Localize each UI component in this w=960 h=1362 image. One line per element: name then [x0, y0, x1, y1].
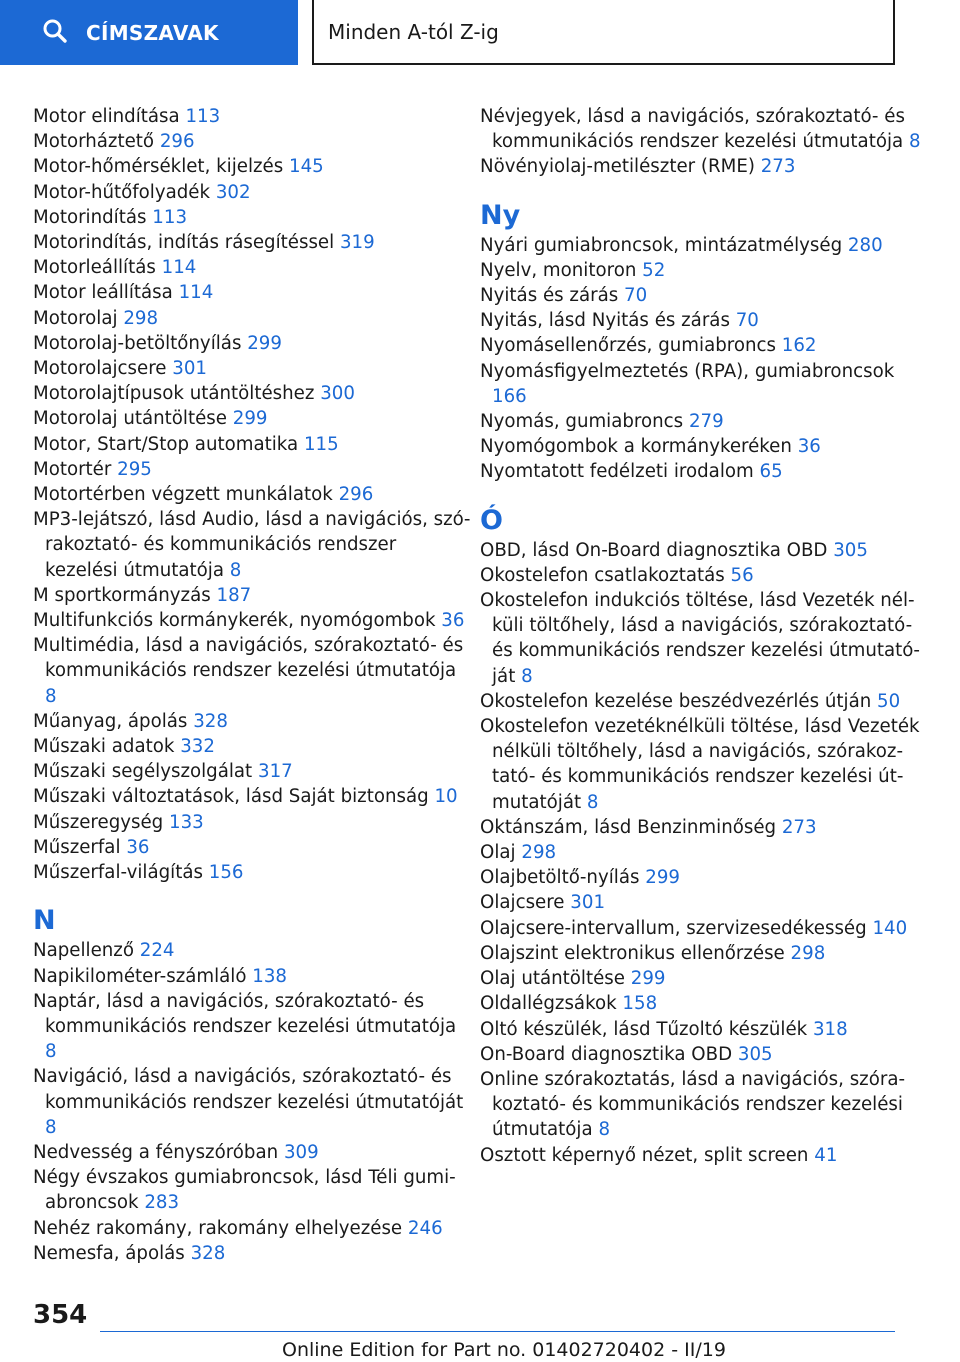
- index-entry-text: Műszaki adatok: [33, 736, 175, 758]
- index-entry-text: Nyári gumiabroncsok, mintázatmélység: [480, 234, 843, 256]
- page-link[interactable]: 113: [152, 206, 188, 228]
- index-entry: [480, 991, 925, 1016]
- index-entry-text: Motorháztető: [33, 131, 155, 153]
- index-entry-text: Motor-hűtőfolyadék: [33, 181, 211, 203]
- index-entry-text: Online szórakoztatás, lásd a navigációs, szórakoztató- és kommunikációs rendszer kezelési útmutatója: [480, 1068, 906, 1141]
- index-entry-text: Motor elindítása: [33, 106, 180, 127]
- index-entry: [33, 129, 473, 154]
- index-entry-text: Motorolaj-betöltőnyílás: [33, 332, 242, 354]
- index-entry-text: Névjegyek, lásd a navigációs, szórakoztató- és kommunikációs rendszer kezelési útmutatója: [480, 106, 905, 153]
- index-entry-text: Nedvesség a fényszóróban: [33, 1141, 279, 1163]
- index-entry-text: Olajbetöltő-nyílás: [480, 867, 640, 889]
- page-link[interactable]: 8: [521, 665, 533, 687]
- page-link[interactable]: 332: [180, 736, 215, 758]
- index-entry-text: Nemesfa, ápolás: [33, 1242, 185, 1264]
- index-entry: [480, 916, 925, 941]
- index-entry: [33, 784, 473, 809]
- index-entry: [33, 280, 473, 305]
- edition-text: Online Edition for Part no. 01402720402 - II/19: [282, 1339, 726, 1361]
- index-entry: [33, 938, 473, 963]
- index-entry-text: Multimédia, lásd a navigációs, szórakoztató- és kommunikációs rendszer kezelési útmutatója: [33, 635, 464, 682]
- page-link[interactable]: 295: [117, 458, 152, 480]
- index-entry-text: Okostelefon vezetéknélküli töltése, lásd Vezeték nélküli töltőhely, lásd a navigációs, szórakoztató- és kommunikációs rendszer kezelési útmutatóját: [480, 716, 920, 813]
- page-link[interactable]: 8: [908, 131, 921, 153]
- page-link[interactable]: 246: [407, 1217, 443, 1239]
- page-link[interactable]: 36: [797, 436, 821, 458]
- page-link[interactable]: 305: [833, 539, 868, 561]
- page-link[interactable]: 166: [492, 385, 527, 407]
- index-entry-text: Osztott képernyő nézet, split screen: [480, 1144, 809, 1166]
- page-link[interactable]: 299: [232, 408, 268, 430]
- index-entry-text: Nyelv, monitoron: [480, 259, 637, 281]
- index-entry: [480, 941, 925, 966]
- page-link[interactable]: 156: [208, 862, 244, 884]
- page-link[interactable]: 299: [645, 867, 680, 889]
- index-entry: [480, 104, 925, 154]
- index-entry-text: Motorindítás, indítás rásegítéssel: [33, 232, 335, 254]
- tab-minden-a-z-label: Minden A-tól Z-ig: [328, 19, 499, 44]
- index-entry-text: Motorolajtípusok utántöltéshez: [33, 383, 315, 405]
- index-entry: [33, 835, 473, 860]
- index-entry-text: Nyomás, gumiabroncs: [480, 411, 684, 433]
- page-link[interactable]: 36: [126, 836, 150, 858]
- index-entry: [33, 989, 473, 1065]
- index-entry: [480, 359, 925, 409]
- index-entry: [33, 964, 473, 989]
- page-link[interactable]: 113: [185, 106, 221, 127]
- index-entry-text: Olajcsere-intervallum, szervizesedékesség: [480, 917, 867, 939]
- page-link[interactable]: 133: [169, 811, 204, 833]
- index-entry-text: OBD, lásd On-Board diagnosztika OBD: [480, 539, 828, 561]
- tab-minden-a-z[interactable]: [312, 0, 895, 65]
- index-entry-text: Okostelefon indukciós töltése, lásd Vezeték nélküli töltőhely, lásd a navigációs, szórakoztató- és kommunikációs rendszer kezelési útmutatóját: [480, 590, 920, 687]
- page-link[interactable]: 10: [434, 786, 458, 808]
- index-entry: [480, 409, 925, 434]
- page-link[interactable]: 319: [339, 232, 375, 254]
- index-entry: [480, 563, 925, 588]
- page-link[interactable]: 296: [159, 131, 195, 153]
- index-entry: [33, 1165, 473, 1215]
- page-link[interactable]: 283: [144, 1192, 180, 1214]
- page-number: 354: [33, 1300, 88, 1330]
- index-entry-text: Motorindítás: [33, 206, 147, 228]
- index-entry: [33, 205, 473, 230]
- index-entry: [33, 1216, 473, 1241]
- page-link[interactable]: 8: [45, 685, 57, 707]
- index-entry-text: Műszerfal-világítás: [33, 862, 203, 884]
- page-link[interactable]: 301: [172, 358, 207, 380]
- index-entry: [33, 633, 473, 709]
- page-link[interactable]: 56: [730, 564, 754, 586]
- index-entry: [480, 840, 925, 865]
- index-entry-text: M sportkormányzás: [33, 584, 211, 606]
- index-entry-text: On-Board diagnosztika OBD: [480, 1043, 733, 1065]
- index-entry-text: Okostelefon kezelése beszédvezérlés útján: [480, 690, 872, 712]
- index-entry-text: Motorolaj utántöltése: [33, 408, 227, 430]
- index-entry-text: MP3-lejátszó, lásd Audio, lásd a navigációs, szórakoztató- és kommunikációs rendszer kezelési útmutatója: [33, 509, 471, 581]
- page-link[interactable]: 8: [229, 559, 242, 581]
- index-entry: [33, 457, 473, 482]
- index-entry: [480, 459, 925, 484]
- index-entry: [480, 538, 925, 563]
- index-entry: [480, 154, 925, 179]
- index-entry-text: Napikilométer-számláló: [33, 965, 247, 987]
- index-entry-text: Oltó készülék, lásd Tűzoltó készülék: [480, 1018, 808, 1040]
- page-link[interactable]: 162: [781, 335, 817, 357]
- page-link[interactable]: 280: [847, 234, 883, 256]
- page-link[interactable]: 317: [258, 761, 293, 783]
- index-entry-text: Motor-hőmérséklet, kijelzés: [33, 156, 284, 178]
- index-entry: [480, 233, 925, 258]
- page-link[interactable]: 273: [781, 816, 817, 838]
- page-link[interactable]: 41: [814, 1144, 838, 1166]
- index-entry-text: Nyomásfigyelmeztetés (RPA), gumiabroncsok: [480, 360, 895, 382]
- index-entry: [33, 230, 473, 255]
- index-entry-text: Motortérben végzett munkálatok: [33, 484, 333, 506]
- index-entry-text: Olaj: [480, 842, 516, 864]
- page-link[interactable]: 50: [877, 690, 901, 712]
- index-entry-text: Nyomógombok a kormánykeréken: [480, 436, 792, 458]
- page-link[interactable]: 8: [45, 1041, 57, 1063]
- index-entry: [33, 406, 473, 431]
- page-link[interactable]: 309: [283, 1141, 319, 1163]
- page-link[interactable]: 279: [688, 411, 724, 433]
- index-section-heading: N: [33, 905, 56, 937]
- page-link[interactable]: 65: [759, 461, 783, 483]
- index-entry: [480, 1143, 925, 1168]
- index-entry-text: Nyitás, lásd Nyitás és zárás: [480, 310, 730, 332]
- index-entry-text: Motorolaj: [33, 307, 118, 329]
- index-entry: [480, 308, 925, 333]
- page-link[interactable]: 296: [338, 484, 374, 506]
- page-link[interactable]: 115: [303, 433, 339, 455]
- index-entry: [480, 689, 925, 714]
- page-link[interactable]: 70: [735, 310, 759, 332]
- page-link[interactable]: 305: [737, 1043, 773, 1065]
- index-entry: [33, 810, 473, 835]
- index-entry: [480, 1017, 925, 1042]
- index-section-heading: Ó: [480, 504, 503, 536]
- page-link[interactable]: 8: [598, 1119, 611, 1141]
- page-link[interactable]: 52: [642, 259, 666, 281]
- index-entry: [33, 759, 473, 784]
- page-link[interactable]: 299: [247, 332, 282, 354]
- footer-divider: [100, 1331, 895, 1332]
- index-entry: [480, 966, 925, 991]
- page-link[interactable]: 36: [441, 610, 465, 632]
- index-entry: [33, 154, 473, 179]
- index-entry: [33, 507, 473, 583]
- index-entry-text: Nehéz rakomány, rakomány elhelyezése: [33, 1217, 403, 1239]
- index-entry-text: Műanyag, ápolás: [33, 710, 188, 732]
- page-link[interactable]: 224: [139, 940, 175, 962]
- page-link[interactable]: 187: [216, 584, 252, 606]
- index-entry-text: Motor, Start/Stop automatika: [33, 433, 299, 455]
- index-entry-text: Műszaki változtatások, lásd Saját biztonság: [33, 786, 429, 808]
- index-entry: [480, 1042, 925, 1067]
- index-entry-text: Növényiolaj-metilészter (RME): [480, 156, 755, 178]
- index-column-left: [33, 104, 473, 1266]
- index-entry: [480, 588, 925, 689]
- index-entry-text: Műszeregység: [33, 811, 164, 833]
- index-entry: [480, 815, 925, 840]
- page-link[interactable]: 114: [161, 257, 197, 279]
- page-link[interactable]: 300: [320, 383, 355, 405]
- index-entry-text: Motor leállítása: [33, 282, 173, 304]
- index-entry-text: Nyomásellenőrzés, gumiabroncs: [480, 335, 776, 357]
- index-entry: [33, 583, 473, 608]
- index-entry-text: Motorleállítás: [33, 257, 156, 279]
- page-link[interactable]: 8: [586, 791, 599, 813]
- index-entry-text: Navigáció, lásd a navigációs, szórakoztató- és kommunikációs rendszer kezelési útmutatóját: [33, 1066, 464, 1113]
- index-entry-text: Olaj utántöltése: [480, 968, 625, 990]
- page-link[interactable]: 70: [624, 285, 648, 307]
- search-icon: [42, 18, 68, 48]
- index-entry: [480, 258, 925, 283]
- index-entry: [33, 255, 473, 280]
- index-entry-text: Oktánszám, lásd Benzinminőség: [480, 816, 777, 838]
- index-entry: [33, 1241, 473, 1266]
- index-entry-text: Nyitás és zárás: [480, 285, 619, 307]
- index-entry: [33, 104, 473, 129]
- page-link[interactable]: 140: [872, 917, 908, 939]
- page-link[interactable]: 114: [178, 282, 214, 304]
- index-entry: [33, 709, 473, 734]
- page-link[interactable]: 302: [215, 181, 251, 203]
- index-entry: [33, 860, 473, 885]
- index-entry: [33, 734, 473, 759]
- page-link[interactable]: 145: [289, 156, 324, 178]
- index-entry: [33, 608, 473, 633]
- index-entry: [33, 482, 473, 507]
- tab-cimszavak-label: CÍMSZAVAK: [86, 20, 219, 45]
- index-entry-text: Műszerfal: [33, 836, 121, 858]
- index-section-heading: Ny: [480, 199, 521, 231]
- index-entry: [33, 1140, 473, 1165]
- index-entry: [33, 180, 473, 205]
- index-entry: [33, 432, 473, 457]
- index-entry: [33, 1064, 473, 1140]
- index-entry-text: Olajszint elektronikus ellenőrzése: [480, 942, 785, 964]
- index-entry: [33, 331, 473, 356]
- index-entry-text: Motortér: [33, 458, 112, 480]
- index-entry-text: Négy évszakos gumiabroncsok, lásd Téli gumiabroncsok: [33, 1167, 456, 1214]
- index-entry: [480, 434, 925, 459]
- index-entry-text: Napellenző: [33, 940, 134, 962]
- page-link[interactable]: 158: [622, 993, 658, 1015]
- index-entry-text: Olajcsere: [480, 892, 565, 914]
- index-entry-text: Oldallégzsákok: [480, 993, 617, 1015]
- page-link[interactable]: 328: [193, 710, 228, 732]
- index-entry-text: Motorolajcsere: [33, 358, 167, 380]
- index-entry-text: Naptár, lásd a navigációs, szórakoztató- és kommunikációs rendszer kezelési útmutatója: [33, 990, 457, 1037]
- index-column-right: [480, 104, 925, 1168]
- index-entry: [480, 333, 925, 358]
- index-entry: [480, 714, 925, 815]
- index-entry-text: Multifunkciós kormánykerék, nyomógombok: [33, 610, 436, 632]
- page-link[interactable]: 298: [123, 307, 159, 329]
- index-entry: [33, 306, 473, 331]
- index-entry: [480, 865, 925, 890]
- page-link[interactable]: 8: [45, 1116, 57, 1138]
- page-link[interactable]: 298: [521, 842, 557, 864]
- tab-cimszavak[interactable]: [0, 0, 298, 65]
- page-link[interactable]: 301: [570, 892, 606, 914]
- page-link[interactable]: 299: [630, 968, 666, 990]
- index-entry: [480, 283, 925, 308]
- index-entry-text: Nyomtatott fedélzeti irodalom: [480, 461, 754, 483]
- page-link[interactable]: 328: [190, 1242, 226, 1264]
- page-link[interactable]: 273: [760, 156, 796, 178]
- page-link[interactable]: 298: [790, 942, 826, 964]
- index-entry: [33, 356, 473, 381]
- index-entry: [480, 1067, 925, 1143]
- index-entry: [480, 890, 925, 915]
- page-link[interactable]: 138: [252, 965, 287, 987]
- page-link[interactable]: 318: [812, 1018, 848, 1040]
- index-entry: [33, 381, 473, 406]
- index-entry-text: Okostelefon csatlakoztatás: [480, 564, 725, 586]
- index-entry-text: Műszaki segélyszolgálat: [33, 761, 253, 783]
